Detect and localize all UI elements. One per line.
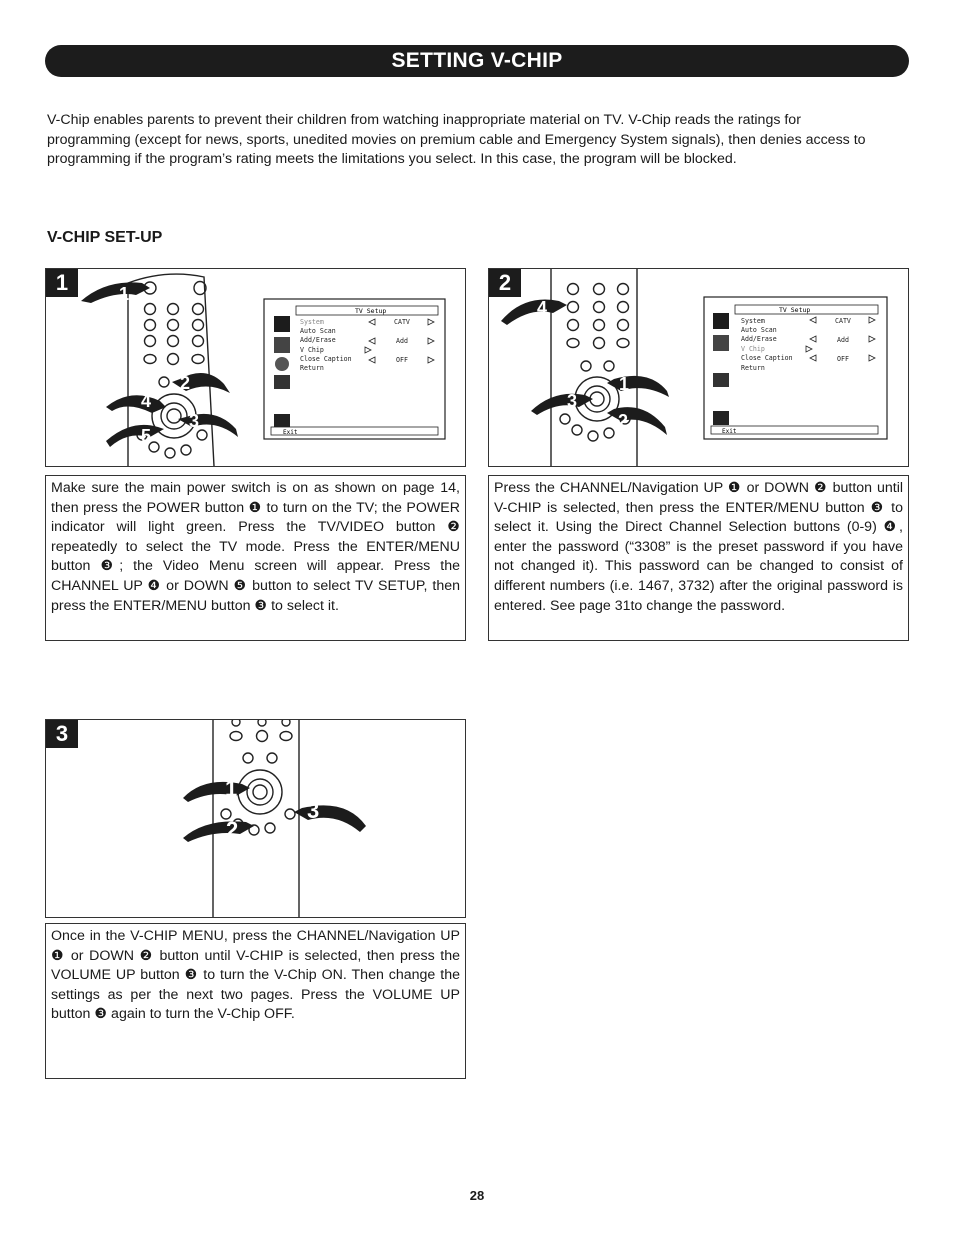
svg-text:CATV: CATV (394, 318, 410, 326)
svg-text:Add/Erase: Add/Erase (741, 335, 777, 343)
callout: 3 (189, 411, 200, 431)
svg-text:Add: Add (396, 337, 408, 345)
svg-text:Add: Add (837, 336, 849, 344)
callout: 2 (618, 411, 629, 431)
step-number: 1 (46, 269, 78, 297)
step-3-illustration (45, 719, 466, 918)
tv-setup-menu (264, 299, 445, 439)
step-number: 2 (489, 269, 521, 297)
svg-text:OFF: OFF (396, 356, 408, 364)
remote-illustration (489, 269, 908, 466)
remote-illustration (46, 269, 465, 466)
section-title: V-CHIP SET-UP (47, 229, 163, 246)
step-2-illustration (488, 268, 909, 467)
svg-text:Close Caption: Close Caption (300, 355, 352, 363)
page-number: 28 (469, 1188, 485, 1203)
callout: 5 (141, 426, 152, 446)
intro-paragraph: V-Chip enables parents to prevent their children from watching inappropriate material on TV. V-Chip reads the ratings for programming (except for news, sports, unedited movies on premium cable and Emergency System signals), then denies access to programming if the program’s rating meets the limitations you select. In this case, the program will be blocked. (47, 112, 866, 167)
callout: 3 (567, 391, 578, 411)
svg-text:TV Setup: TV Setup (779, 306, 811, 314)
callout: 1 (119, 284, 130, 304)
step-1-illustration (45, 268, 466, 467)
callout: 2 (226, 817, 239, 842)
callout: 2 (180, 373, 191, 393)
svg-text:Auto Scan: Auto Scan (741, 326, 777, 334)
svg-text:V Chip: V Chip (300, 346, 324, 354)
callout: 4 (537, 298, 548, 318)
svg-text:TV Setup: TV Setup (355, 307, 387, 315)
svg-text:CATV: CATV (835, 317, 851, 325)
svg-text:Exit: Exit (722, 428, 737, 435)
svg-text:System: System (300, 318, 324, 326)
svg-text:Add/Erase: Add/Erase (300, 336, 336, 344)
svg-text:V Chip: V Chip (741, 345, 765, 353)
step-1-description: Make sure the main power switch is on as shown on page 14, then press the POWER button ❶ to turn on the TV; the POWER indicator will light green. Press the TV/VIDEO button ❷ repeatedly to select the TV mode. Press the ENTER/MENU button ❸; the Video Menu screen will appear. Press the CHANNEL UP ❹ or DOWN ❺ button to select TV SETUP, then press the ENTER/MENU button ❸ to select it. (45, 475, 466, 641)
svg-text:System: System (741, 317, 765, 325)
step-3-description: Once in the V-CHIP MENU, press the CHANNEL/Navigation UP ❶ or DOWN ❷ button until V-CHIP is selected, then press the VOLUME UP button ❸ to turn the V-Chip ON. Then change the settings as per the next two pages. Press the VOLUME UP button ❸ again to turn the V-Chip OFF. (45, 923, 466, 1079)
svg-text:Auto Scan: Auto Scan (300, 327, 336, 335)
callout: 1 (619, 374, 630, 394)
svg-text:Close Caption: Close Caption (741, 354, 793, 362)
callout: 3 (307, 798, 320, 823)
tv-setup-menu (704, 297, 887, 439)
callout: 1 (225, 776, 238, 801)
svg-text:Return: Return (300, 364, 324, 372)
remote-illustration (46, 720, 465, 917)
step-2-description: Press the CHANNEL/Navigation UP ❶ or DOWN ❷ button until V-CHIP is selected, then press the ENTER/MENU button ❸ to select it. Using the Direct Channel Selection buttons (0-9) ❹, enter the password (“3308” is the preset password if you have not changed it). This password can be changed to consist of different numbers (i.e. 1467, 3732) after the original password is entered. See page 31to change the password. (488, 475, 909, 641)
step-number: 3 (46, 720, 78, 748)
svg-text:Exit: Exit (283, 429, 298, 436)
svg-text:OFF: OFF (837, 355, 849, 363)
svg-text:Return: Return (741, 364, 765, 372)
callout: 4 (141, 391, 152, 411)
page-title: SETTING V-CHIP (45, 45, 909, 77)
